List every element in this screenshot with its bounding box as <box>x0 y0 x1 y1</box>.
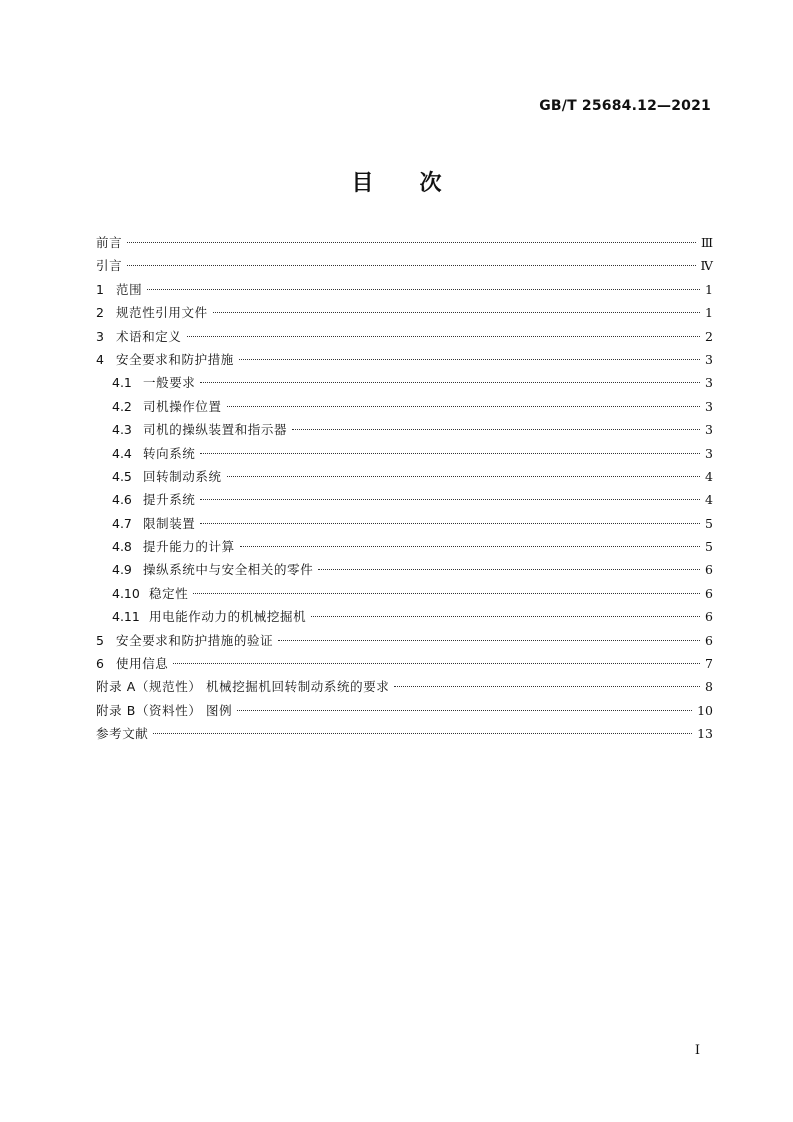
toc-leader-dots <box>278 640 700 641</box>
toc-entry-text: 提升能力的计算 <box>143 539 235 555</box>
toc-entry-text: 司机的操纵装置和指示器 <box>143 422 288 438</box>
toc-entry-text: 提升系统 <box>143 492 196 508</box>
toc-leader-dots <box>200 499 700 500</box>
toc-leader-dots <box>227 476 700 477</box>
toc-entry-number: 4.10 <box>112 585 140 601</box>
toc-entry-text: 参考文献 <box>96 726 149 742</box>
toc-entry-number: 4.11 <box>112 609 140 625</box>
toc-entry-page: 13 <box>697 726 713 742</box>
toc-entry-page: 5 <box>705 515 713 531</box>
toc-entry-number: 4.3 <box>112 422 132 438</box>
toc-entry-text: 用电能作动力的机械挖掘机 <box>149 609 307 625</box>
toc-entry-text: 术语和定义 <box>116 328 182 344</box>
toc-entry-annex-a[interactable] <box>96 675 713 698</box>
toc-entry-section-4-9[interactable] <box>96 558 713 581</box>
toc-leader-dots <box>237 710 692 711</box>
toc-entry-text: 安全要求和防护措施的验证 <box>116 632 274 648</box>
toc-entry-text: 附录 B（资料性） 图例 <box>96 702 233 718</box>
toc-entry-number: 3 <box>96 328 104 344</box>
toc-entry-page: Ⅳ <box>700 258 713 274</box>
toc-entry-section-4-11[interactable] <box>96 605 713 628</box>
toc-leader-dots <box>318 569 700 570</box>
toc-entry-section-4-7[interactable] <box>96 512 713 535</box>
table-of-contents <box>96 231 713 746</box>
toc-entry-page: 3 <box>705 398 713 414</box>
toc-entry-section-4-10[interactable] <box>96 582 713 605</box>
toc-leader-dots <box>394 686 700 687</box>
toc-entry-section-4-2[interactable] <box>96 395 713 418</box>
toc-leader-dots <box>173 663 700 664</box>
page-title-char-1: 目 <box>351 171 374 196</box>
page-number: I <box>694 1043 700 1058</box>
toc-entry-annex-b[interactable] <box>96 699 713 722</box>
toc-entry-page: 8 <box>705 679 713 695</box>
toc-entry-section-4-4[interactable] <box>96 442 713 465</box>
toc-entry-section-4[interactable] <box>96 348 713 371</box>
toc-entry-section-4-6[interactable] <box>96 488 713 511</box>
toc-entry-section-1[interactable] <box>96 278 713 301</box>
toc-leader-dots <box>292 429 700 430</box>
toc-leader-dots <box>127 265 695 266</box>
toc-entry-page: 4 <box>705 468 713 484</box>
toc-leader-dots <box>240 546 700 547</box>
toc-entry-page: 3 <box>705 351 713 367</box>
toc-entry-number: 4 <box>96 351 104 367</box>
toc-entry-number: 4.8 <box>112 539 132 555</box>
toc-entry-section-4-1[interactable] <box>96 371 713 394</box>
toc-entry-text: 一般要求 <box>143 375 196 391</box>
toc-entry-page: 3 <box>705 375 713 391</box>
toc-entry-text: 规范性引用文件 <box>116 305 208 321</box>
toc-entry-number: 2 <box>96 305 104 321</box>
toc-entry-text: 引言 <box>96 258 123 274</box>
toc-entry-page: 6 <box>705 585 713 601</box>
toc-entry-text: 使用信息 <box>116 656 169 672</box>
toc-entry-page: 1 <box>705 305 713 321</box>
toc-leader-dots <box>193 593 700 594</box>
toc-leader-dots <box>200 453 700 454</box>
toc-entry-number: 4.1 <box>112 375 132 391</box>
toc-entry-number: 1 <box>96 281 104 297</box>
toc-entry-number: 4.4 <box>112 445 132 461</box>
toc-entry-page: 7 <box>705 656 713 672</box>
toc-entry-number: 4.6 <box>112 492 132 508</box>
toc-entry-section-4-8[interactable] <box>96 535 713 558</box>
toc-leader-dots <box>127 242 696 243</box>
toc-leader-dots <box>200 523 700 524</box>
toc-entry-text: 转向系统 <box>143 445 196 461</box>
toc-entry-text: 司机操作位置 <box>143 398 222 414</box>
toc-entry-text: 附录 A（规范性） 机械挖掘机回转制动系统的要求 <box>96 679 390 695</box>
toc-entry-page: 4 <box>705 492 713 508</box>
toc-entry-page: 5 <box>705 539 713 555</box>
toc-entry-text: 稳定性 <box>149 585 189 601</box>
toc-entry-introduction[interactable] <box>96 254 713 277</box>
toc-entry-number: 4.2 <box>112 398 132 414</box>
toc-entry-section-4-5[interactable] <box>96 465 713 488</box>
toc-entry-text: 范围 <box>116 281 143 297</box>
toc-entry-number: 5 <box>96 632 104 648</box>
toc-leader-dots <box>239 359 700 360</box>
toc-entry-text: 限制装置 <box>143 515 196 531</box>
toc-entry-page: 3 <box>705 422 713 438</box>
toc-entry-section-6[interactable] <box>96 652 713 675</box>
toc-entry-text: 回转制动系统 <box>143 468 222 484</box>
toc-leader-dots <box>147 289 700 290</box>
toc-leader-dots <box>200 382 700 383</box>
toc-entry-page: 10 <box>697 702 713 718</box>
toc-leader-dots <box>153 733 692 734</box>
toc-entry-section-3[interactable] <box>96 325 713 348</box>
toc-leader-dots <box>311 616 700 617</box>
toc-entry-text: 安全要求和防护措施 <box>116 351 234 367</box>
toc-entry-page: 1 <box>705 281 713 297</box>
toc-entry-number: 4.7 <box>112 515 132 531</box>
toc-entry-number: 6 <box>96 656 104 672</box>
toc-entry-foreword[interactable] <box>96 231 713 254</box>
toc-entry-text: 操纵系统中与安全相关的零件 <box>143 562 314 578</box>
standard-code: GB/T 25684.12—2021 <box>539 98 711 114</box>
toc-leader-dots <box>187 336 700 337</box>
toc-entry-page: Ⅲ <box>700 235 713 250</box>
toc-entry-page: 6 <box>705 609 713 625</box>
toc-entry-number: 4.9 <box>112 562 132 578</box>
toc-leader-dots <box>213 312 700 313</box>
toc-entry-number: 4.5 <box>112 468 132 484</box>
toc-entry-section-5[interactable] <box>96 629 713 652</box>
toc-entry-page: 2 <box>705 328 713 344</box>
toc-leader-dots <box>227 406 700 407</box>
toc-entry-bibliography[interactable] <box>96 722 713 745</box>
page-title-char-2: 次 <box>419 171 442 196</box>
page-title <box>0 166 793 197</box>
toc-entry-page: 6 <box>705 562 713 578</box>
toc-entry-section-4-3[interactable] <box>96 418 713 441</box>
toc-entry-text: 前言 <box>96 235 123 250</box>
toc-entry-page: 6 <box>705 632 713 648</box>
toc-entry-section-2[interactable] <box>96 301 713 324</box>
toc-entry-page: 3 <box>705 445 713 461</box>
